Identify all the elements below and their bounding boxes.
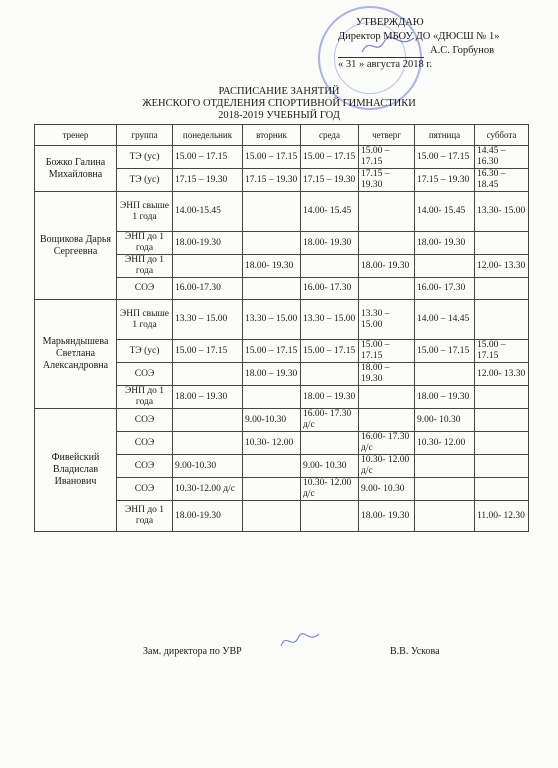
time-cell: 15.00 – 17.15 (301, 146, 359, 169)
group-cell: ЭНП свыше 1 года (117, 300, 173, 340)
time-cell: 10.30- 12.00 (415, 432, 475, 455)
group-cell: ЭНП до 1 года (117, 232, 173, 255)
time-cell (243, 501, 301, 532)
time-cell (415, 255, 475, 278)
approval-block (338, 16, 538, 72)
time-cell: 13.30 – 15.00 (359, 300, 415, 340)
time-cell: 17.15 – 19.30 (243, 169, 301, 192)
time-cell: 15.00 – 17.15 (243, 146, 301, 169)
header-saturday: суббота (475, 125, 529, 146)
time-cell (173, 432, 243, 455)
time-cell (415, 478, 475, 501)
group-cell: ТЭ (ус) (117, 340, 173, 363)
approval-signer-line (338, 44, 538, 58)
time-cell (415, 501, 475, 532)
schedule-row (35, 409, 529, 432)
deputy-signature (278, 628, 322, 654)
header-tuesday: вторник (243, 125, 301, 146)
time-cell: 18.00- 19.30 (301, 232, 359, 255)
time-cell (301, 501, 359, 532)
time-cell (301, 255, 359, 278)
time-cell (415, 363, 475, 386)
time-cell: 14.45 – 16.30 (475, 146, 529, 169)
time-cell: 15.00 – 17.15 (243, 340, 301, 363)
time-cell (301, 363, 359, 386)
group-cell: СОЭ (117, 409, 173, 432)
trainer-cell: Марьяндышева Светлана Александровна (35, 300, 117, 409)
time-cell (173, 255, 243, 278)
footer-name: В.В. Ускова (390, 646, 440, 657)
time-cell: 10.30- 12.00 д/с (301, 478, 359, 501)
time-cell (243, 192, 301, 232)
time-cell: 13.30- 15.00 (475, 192, 529, 232)
header-group: группа (117, 125, 173, 146)
time-cell (173, 409, 243, 432)
time-cell (359, 278, 415, 300)
time-cell: 18.00-19.30 (173, 501, 243, 532)
time-cell: 13.30 – 15.00 (243, 300, 301, 340)
time-cell (359, 192, 415, 232)
time-cell (243, 478, 301, 501)
time-cell: 18.00- 19.30 (243, 255, 301, 278)
trainer-cell: Божко Галина Михайловна (35, 146, 117, 192)
schedule-row (35, 146, 529, 169)
group-cell: ТЭ (ус) (117, 169, 173, 192)
time-cell (475, 232, 529, 255)
time-cell: 16.00- 17.30 д/с (359, 432, 415, 455)
group-cell: ТЭ (ус) (117, 146, 173, 169)
time-cell: 18.00- 19.30 (415, 232, 475, 255)
time-cell: 10.30- 12.00 д/с (359, 455, 415, 478)
time-cell: 9.00- 10.30 (301, 455, 359, 478)
time-cell (475, 409, 529, 432)
time-cell: 10.30-12.00 д/с (173, 478, 243, 501)
document-title: РАСПИСАНИЕ ЗАНЯТИЙ (218, 86, 340, 97)
header-friday: пятница (415, 125, 475, 146)
time-cell: 9.00-10.30 (173, 455, 243, 478)
approval-position: Директор МБОУ ДО «ДЮСШ № 1» (338, 31, 500, 42)
document-subtitle: ЖЕНСКОГО ОТДЕЛЕНИЯ СПОРТИВНОЙ ГИМНАСТИКИ (142, 98, 416, 109)
time-cell (475, 278, 529, 300)
time-cell: 18.00 – 19.30 (415, 386, 475, 409)
time-cell: 13.30 – 15.00 (301, 300, 359, 340)
time-cell: 9.00- 10.30 (359, 478, 415, 501)
schedule-row (35, 300, 529, 340)
time-cell: 15.00 – 17.15 (301, 340, 359, 363)
approval-word: УТВЕРЖДАЮ (356, 17, 424, 28)
time-cell (475, 386, 529, 409)
time-cell: 17.15 – 19.30 (173, 169, 243, 192)
time-cell: 18.00 – 19.30 (173, 386, 243, 409)
time-cell: 18.00- 19.30 (359, 255, 415, 278)
time-cell: 12.00- 13.30 (475, 363, 529, 386)
document-year: 2018-2019 УЧЕБНЫЙ ГОД (218, 110, 340, 121)
time-cell (475, 432, 529, 455)
group-cell: СОЭ (117, 478, 173, 501)
time-cell: 16.30 – 18.45 (475, 169, 529, 192)
group-cell: ЭНП свыше 1 года (117, 192, 173, 232)
group-cell: ЭНП до 1 года (117, 501, 173, 532)
time-cell: 18.00 – 19.30 (359, 363, 415, 386)
time-cell (173, 363, 243, 386)
time-cell: 18.00 – 19.30 (301, 386, 359, 409)
time-cell: 15.00 – 17.15 (173, 146, 243, 169)
time-cell: 17.15 – 19.30 (415, 169, 475, 192)
group-cell: ЭНП до 1 года (117, 255, 173, 278)
time-cell: 13.30 – 15.00 (173, 300, 243, 340)
time-cell: 15.00 – 17.15 (475, 340, 529, 363)
approval-signer: А.С. Горбунов (430, 45, 495, 56)
group-cell: СОЭ (117, 432, 173, 455)
group-cell: ЭНП до 1 года (117, 386, 173, 409)
time-cell: 11.00- 12.30 (475, 501, 529, 532)
time-cell: 14.00-15.45 (173, 192, 243, 232)
schedule-row (35, 192, 529, 232)
header-wednesday: среда (301, 125, 359, 146)
group-cell: СОЭ (117, 363, 173, 386)
time-cell: 15.00 – 17.15 (415, 340, 475, 363)
time-cell (359, 232, 415, 255)
time-cell: 15.00 – 17.15 (173, 340, 243, 363)
time-cell: 17.15 – 19.30 (359, 169, 415, 192)
time-cell (243, 455, 301, 478)
group-cell: СОЭ (117, 455, 173, 478)
time-cell: 15.00 – 17.15 (359, 146, 415, 169)
header-row (35, 125, 529, 146)
time-cell (475, 478, 529, 501)
header-trainer: тренер (35, 125, 117, 146)
time-cell: 14.00- 15.45 (415, 192, 475, 232)
time-cell (243, 278, 301, 300)
time-cell: 16.00-17.30 (173, 278, 243, 300)
header-thursday: четверг (359, 125, 415, 146)
trainer-cell: Вощикова Дарья Сергеевна (35, 192, 117, 300)
time-cell (475, 455, 529, 478)
header-monday: понедельник (173, 125, 243, 146)
time-cell: 18.00 – 19.30 (243, 363, 301, 386)
time-cell: 10.30- 12.00 (243, 432, 301, 455)
footer-position: Зам. директора по УВР (143, 646, 242, 657)
time-cell: 14.00 – 14.45 (415, 300, 475, 340)
time-cell: 9.00- 10.30 (415, 409, 475, 432)
time-cell (243, 386, 301, 409)
time-cell: 16.00- 17.30 д/с (301, 409, 359, 432)
group-cell: СОЭ (117, 278, 173, 300)
time-cell: 15.00 – 17.15 (359, 340, 415, 363)
time-cell: 18.00- 19.30 (359, 501, 415, 532)
time-cell (359, 386, 415, 409)
time-cell: 17.15 – 19.30 (301, 169, 359, 192)
time-cell: 16.00- 17.30 (415, 278, 475, 300)
approval-date: « 31 » августа 2018 г. (338, 59, 433, 70)
time-cell: 9.00-10.30 (243, 409, 301, 432)
schedule-table (34, 124, 529, 532)
time-cell: 16.00- 17.30 (301, 278, 359, 300)
time-cell (359, 409, 415, 432)
time-cell (243, 232, 301, 255)
time-cell: 18.00-19.30 (173, 232, 243, 255)
time-cell (415, 455, 475, 478)
time-cell: 12.00- 13.30 (475, 255, 529, 278)
time-cell: 14.00- 15.45 (301, 192, 359, 232)
trainer-cell: Фивейский Владислав Иванович (35, 409, 117, 532)
time-cell (301, 432, 359, 455)
time-cell: 15.00 – 17.15 (415, 146, 475, 169)
time-cell (475, 300, 529, 340)
